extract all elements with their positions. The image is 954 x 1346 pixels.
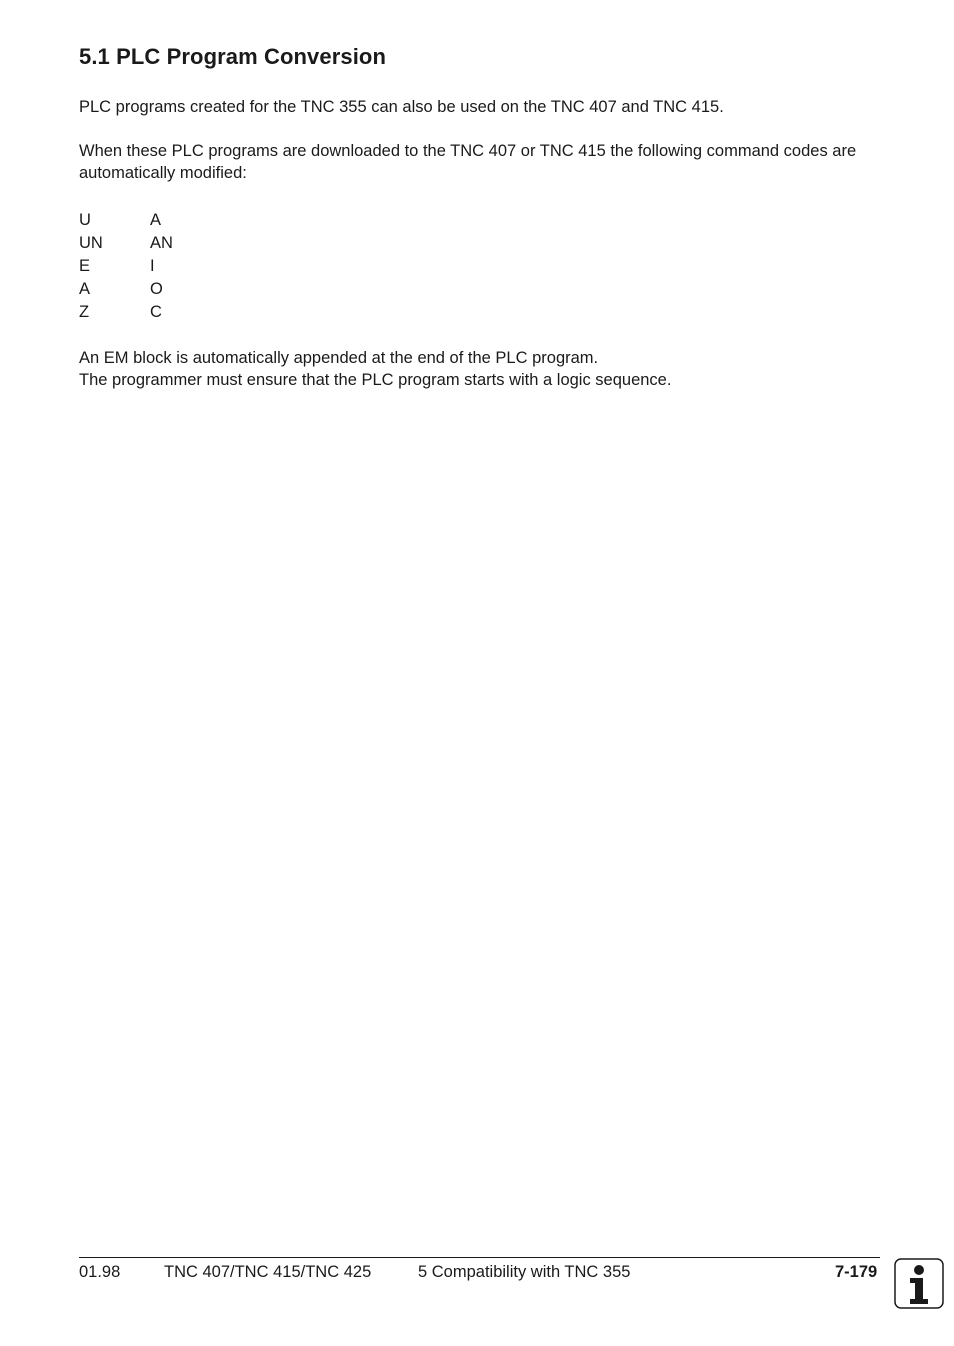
- footer-models: TNC 407/TNC 415/TNC 425: [164, 1263, 372, 1281]
- code-from: A: [79, 280, 91, 298]
- download-paragraph: When these PLC programs are downloaded to the TNC 407 or TNC 415 the following command codes are automatically modified:: [79, 142, 857, 182]
- closing-line-1: An EM block is automatically appended at the end of the PLC program.: [79, 349, 599, 367]
- info-icon: [894, 1258, 944, 1309]
- closing-paragraph: [79, 347, 869, 391]
- code-to: AN: [150, 234, 173, 252]
- code-from: Z: [79, 303, 90, 321]
- code-row: [79, 209, 173, 232]
- code-row: [79, 232, 173, 255]
- footer-date: 01.98: [79, 1263, 121, 1281]
- section-heading: 5.1 PLC Program Conversion: [79, 44, 387, 69]
- page-number: 7-179: [835, 1263, 878, 1281]
- code-from: E: [79, 257, 91, 275]
- footer-divider: [79, 1257, 880, 1258]
- code-to: O: [150, 280, 163, 298]
- code-row: [79, 278, 173, 301]
- code-to: A: [150, 211, 162, 229]
- command-code-table: [79, 209, 173, 324]
- intro-paragraph: PLC programs created for the TNC 355 can also be used on the TNC 407 and TNC 415.: [79, 98, 724, 116]
- code-to: I: [150, 257, 155, 275]
- code-row: [79, 301, 173, 324]
- code-to: C: [150, 303, 162, 321]
- code-row: [79, 255, 173, 278]
- code-from: U: [79, 211, 91, 229]
- closing-line-2: The programmer must ensure that the PLC program starts with a logic sequence.: [79, 371, 672, 389]
- footer-section: 5 Compatibility with TNC 355: [418, 1263, 631, 1281]
- code-from: UN: [79, 234, 103, 252]
